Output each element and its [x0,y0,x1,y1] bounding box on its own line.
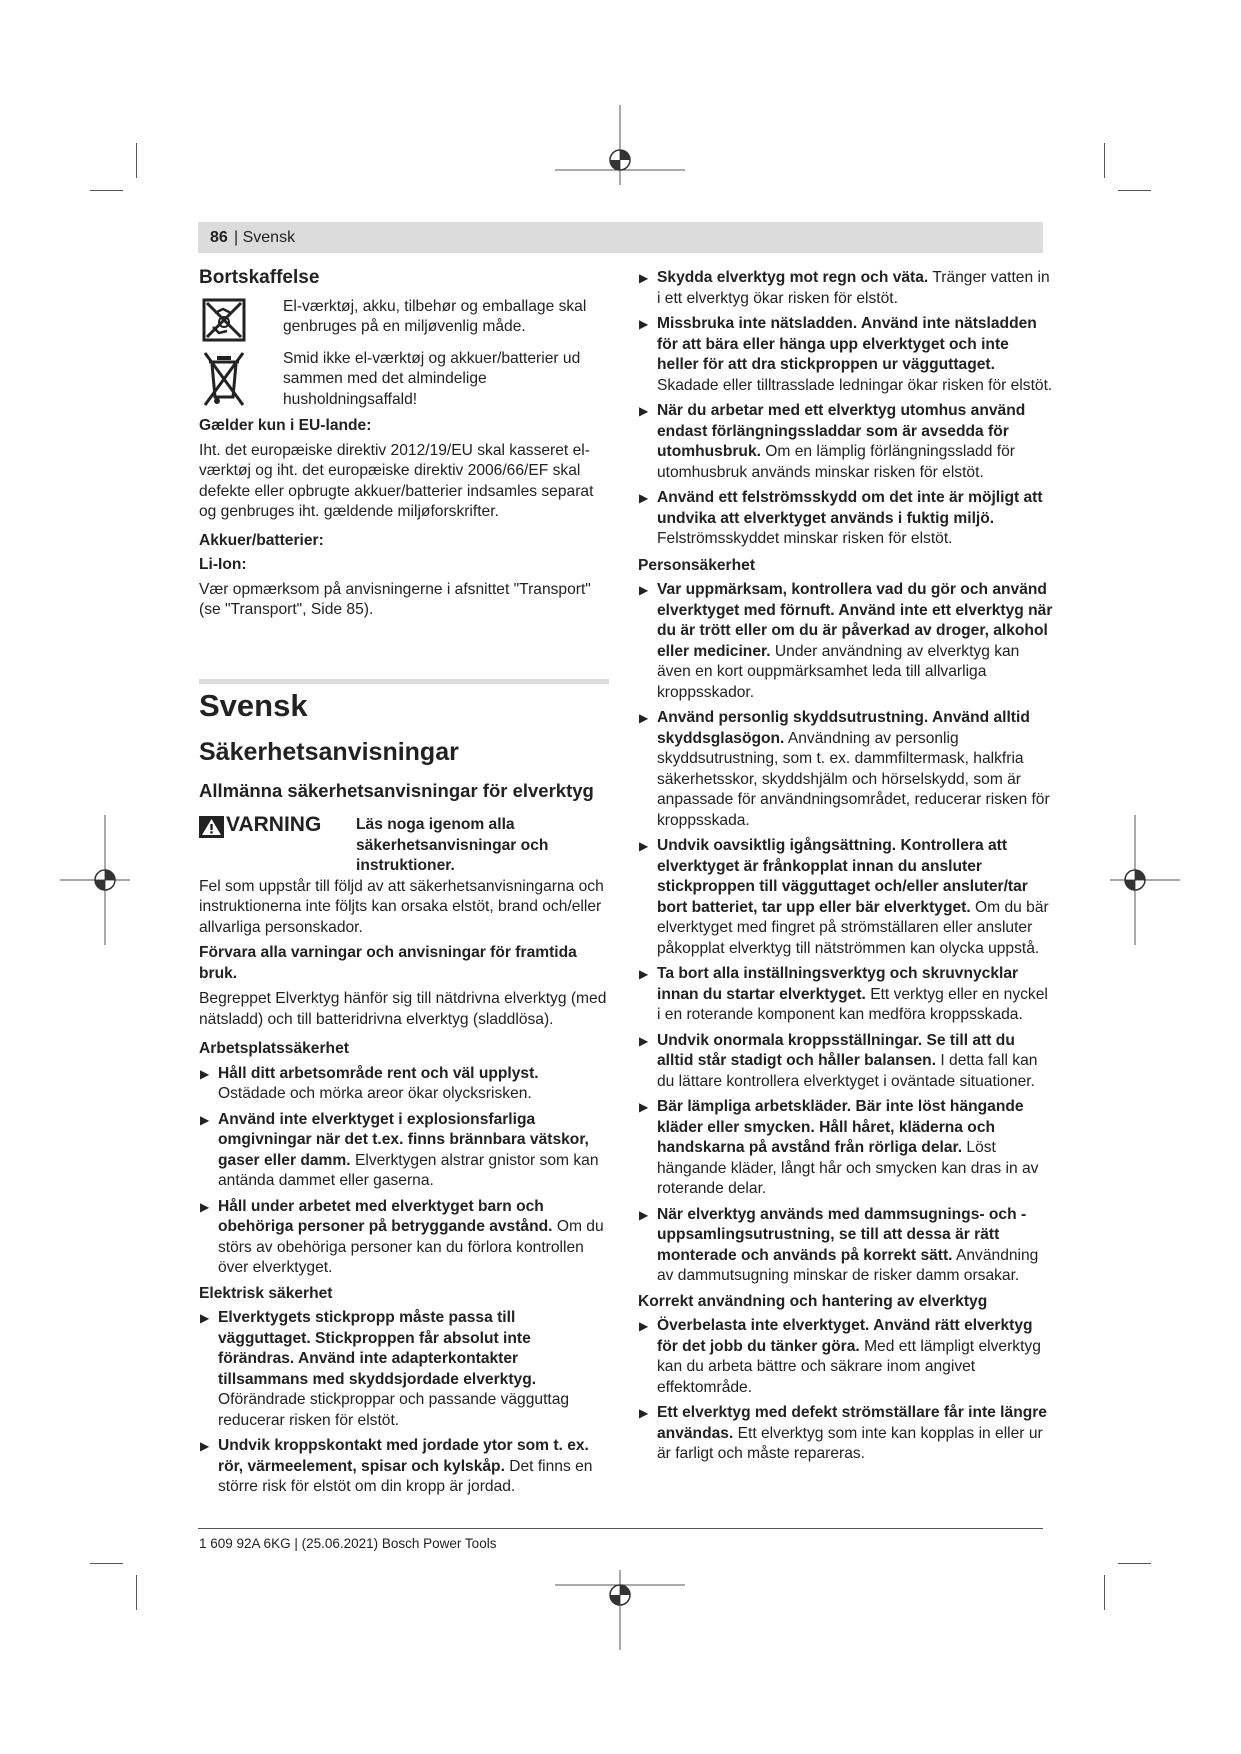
liion-heading: Li-Ion: [199,556,247,573]
list-item: ▶ Undvik kroppskontakt med jordade ytor som t. ex. rör, värmeelement, spisar och kylskåp. Det finns en större risk för elstöt om din kropp är jordad. [199,1436,609,1498]
crop-mark [90,190,123,191]
term-definition: Begreppet Elverktyg hänför sig till nätdrivna elverktyg (med nätsladd) och till batteridrivna elverktyg (sladdlösa). [199,990,607,1028]
list-item: ▶ Använd ett felströmsskydd om det inte är möjligt att undvika att elverktyget används i fuktig miljö. Felströmsskyddet minskar risken för elstöt. [638,488,1054,550]
list-item: ▶ Missbruka inte nätsladden. Använd inte nätsladden för att bära eller hänga upp elverktyget och inte heller för att dra stickproppen ur vägguttaget. Skadade eller tilltrasslade ledningar ökar risken för elstöt. [638,314,1054,396]
list-item: ▶ Bär lämpliga arbetskläder. Bär inte löst hängande kläder eller smycken. Håll håret, kläderna och handskarna på avstånd från rörliga delar. Löst hängande kläder, långt hår och smycken kan dras in av roterande delar. [638,1097,1054,1200]
crossed-bin-icon [201,349,247,409]
list-item: ▶ Elverktygets stickpropp måste passa till vägguttaget. Stickproppen får absolut inte förändras. Använd inte adapterkontakter tillsammans med skyddsjordade elverktyg. Oförändrade stickproppar och passande vägguttag reducerar risken för elstöt. [199,1308,609,1431]
correct-use-list [638,1316,1054,1465]
work-area-list [199,1064,609,1279]
work-area-heading: Arbetsplatssäkerhet [199,1040,349,1057]
disposal-heading: Bortskaffelse [199,267,320,288]
page-footer: 1 609 92A 6KG | (25.06.2021) Bosch Power Tools [199,1536,497,1551]
electrical-list-right [638,268,1054,550]
disposal-row-recycle [199,297,609,343]
liion-text: Vær opmærksom på anvisningerne i afsnittet "Transport" (se "Transport", Side 85). [199,580,591,618]
warning-icon [199,816,224,838]
disposal-weee-text: Smid ikke el-værktøj og akkuer/batterier ud sammen med det almindelige husholdningsaffald! [283,349,581,408]
electrical-list-left [199,1308,609,1498]
list-item: ▶ Håll ditt arbetsområde rent och väl upplyst. Ostädade och mörka areor ökar olycksrisken. [199,1064,609,1105]
page-number: 86 [210,229,228,246]
registration-mark-left [60,815,130,945]
general-safety-title: Allmänna säkerhetsanvisningar för elverktyg [199,779,594,801]
list-item: ▶ Använd inte elverktyget i explosionsfarliga omgivningar när det t.ex. finns brännbara vätskor, gaser eller damm. Elverktygen alstrar gnistor som kan antända dammet eller gaserna. [199,1110,609,1192]
warning-label [199,815,356,877]
registration-mark-top [555,105,685,185]
personal-list [638,580,1054,1287]
list-item: ▶ När elverktyg används med dammsugnings- och -uppsamlingsutrustning, se till att dessa är rätt monterade och används på korrekt sätt. Användning av dammutsugning minskar de risker damm orsakar. [638,1205,1054,1287]
list-item: ▶ När du arbetar med ett elverktyg utomhus använd endast förlängningssladdar som är avsedda för utomhusbruk. Om en lämplig förlängningssladd för utomhusbruk används minskar risken för elstöt. [638,401,1054,483]
crop-mark [90,1563,123,1564]
disposal-row-weee [199,349,609,411]
registration-mark-bottom [555,1570,685,1650]
list-item: ▶ Undvik oavsiktlig igångsättning. Kontrollera att elverktyget är frånkopplat innan du ansluter stickproppen till vägguttaget och/eller ansluter/tar bort batteriet, tar upp eller bär elverktyget. Om du bär elverktyget med fingret på strömställaren eller ansluter påkopplat elverktyg till nätströmmen kan olycka uppstå. [638,836,1054,959]
batteries-heading: Akkuer/batterier: [199,531,324,549]
left-column [199,268,609,1503]
list-item: ▶ Håll under arbetet med elverktyget barn och obehöriga personer på betryggande avstånd. Om du störs av obehöriga personer kan du förlora kontrollen över elverktyget. [199,1197,609,1279]
electrical-heading: Elektrisk säkerhet [199,1284,333,1302]
page-header [198,222,1043,253]
warning-label-text: VARNING [226,813,322,836]
correct-use-heading: Korrekt användning och hantering av elverktyg [638,1292,988,1310]
keep-instructions: Förvara alla varningar och anvisningar för framtida bruk. [199,944,577,982]
eu-text: Iht. det europæiske direktiv 2012/19/EU skal kasseret el-værktøj og iht. det europæiske direktiv 2006/66/EF skal defekte eller opbrugte akkuer/batterier indsamles separat og genbruges iht. gældende miljøforskrifter. [199,441,594,520]
crop-mark [136,1575,137,1610]
list-item: ▶ Ta bort alla inställningsverktyg och skruvnycklar innan du startar elverktyget. Ett verktyg eller en nyckel i en roterande komponent kan medföra kroppsskada. [638,964,1054,1026]
warning-block [199,815,609,877]
personal-heading: Personsäkerhet [638,556,756,574]
list-item: ▶ Använd personlig skyddsutrustning. Använd alltid skyddsglasögon. Användning av personlig skyddsutrustning, som t. ex. dammfiltermask, halkfria säkerhetsskor, skyddshjälm och hörselskydd, som är anpassade för användningsområdet, reducerar risken för kroppsskada. [638,708,1054,831]
crop-mark [1104,1575,1105,1610]
crop-mark [1118,190,1151,191]
list-item: ▶ Skydda elverktyg mot regn och väta. Tränger vatten in i ett elverktyg ökar risken för elstöt. [638,268,1054,309]
recycle-box-icon [201,297,247,343]
language-title: Svensk [199,687,308,723]
crop-mark [136,143,137,178]
section-divider [199,679,609,684]
list-item: ▶ Överbelasta inte elverktyget. Använd rätt elverktyg för det jobb du tänker göra. Med ett lämpligt elverktyg kan du arbeta bättre och säkrare inom angivet effektområde. [638,1316,1054,1398]
crop-mark [1104,143,1105,178]
footer-rule [198,1528,1043,1529]
eu-heading: Gælder kun i EU-lande: [199,417,372,434]
disposal-recycle-text: El-værktøj, akku, tilbehør og emballage skal genbruges på en miljøvenlig måde. [283,297,587,335]
warning-text: Fel som uppstår till följd av att säkerhetsanvisningarna och instruktionerna inte följts kan orsaka elstöt, brand och/eller allvarliga personskador. [199,877,604,936]
crop-mark [1118,1563,1151,1564]
list-item: ▶ Var uppmärksam, kontrollera vad du gör och använd elverktyget med förnuft. Använd inte ett elverktyg när du är trött eller om du är påverkad av droger, alkohol eller mediciner. Under användning av elverktyg kan även en kort ouppmärksamhet leda till allvarliga kroppsskador. [638,580,1054,703]
warning-bold: Läs noga igenom alla säkerhetsanvisningar och instruktioner. [356,816,549,874]
registration-mark-right [1110,815,1180,945]
safety-title: Säkerhetsanvisningar [199,738,459,766]
right-column [638,268,1054,1470]
header-section: | Svensk [234,229,296,246]
list-item: ▶ Undvik onormala kroppsställningar. Se till att du alltid står stadigt och håller balansen. I detta fall kan du lättare kontrollera elverktyget i oväntade situationer. [638,1031,1054,1093]
list-item: ▶ Ett elverktyg med defekt strömställare får inte längre användas. Ett elverktyg som inte kan kopplas in eller ur är farligt och måste repareras. [638,1403,1054,1465]
